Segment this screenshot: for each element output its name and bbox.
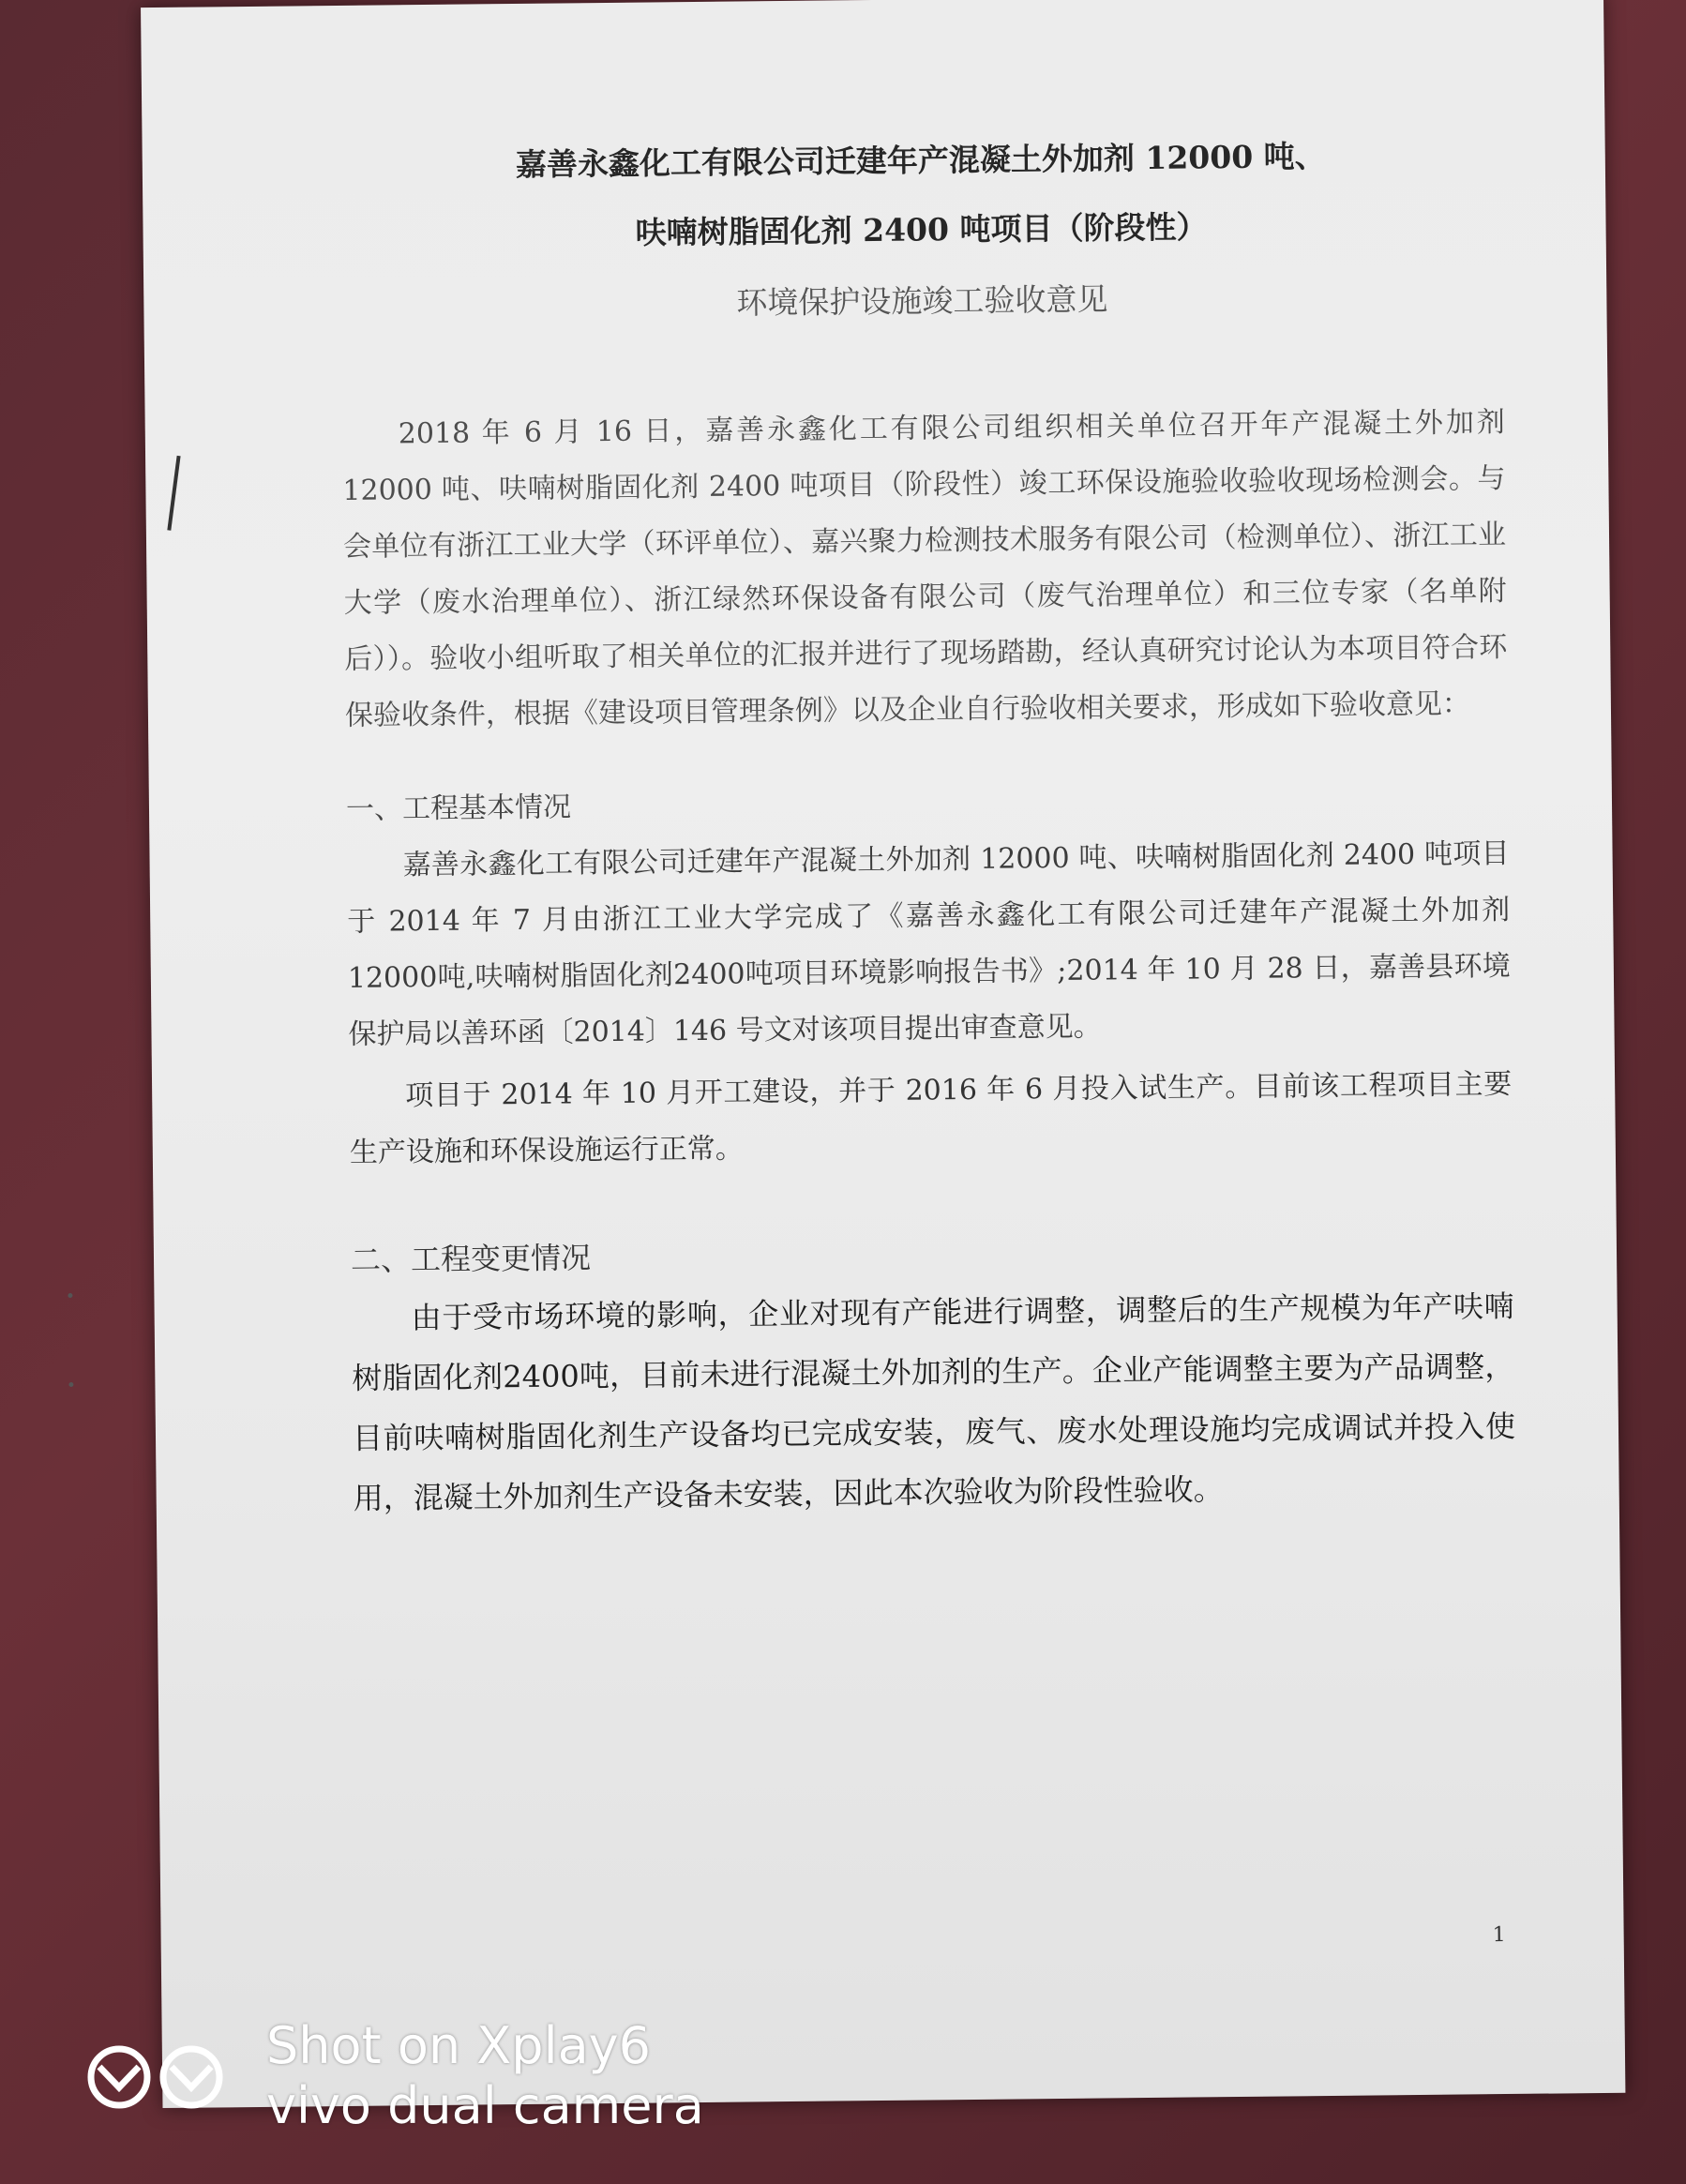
- watermark-line2: vivo dual camera: [266, 2076, 704, 2135]
- margin-dot: [68, 1382, 73, 1387]
- section1-heading: 一、工程基本情况: [345, 791, 572, 826]
- watermark-line1: Shot on Xplay6: [266, 2016, 651, 2075]
- document-body: [339, 134, 1516, 1529]
- section1-paragraph1: 嘉善永鑫化工有限公司迁建年产混凝土外加剂 12000 吨、呋喃树脂固化剂 2400 吨项目于 2014 年 7 月由浙江工业大学完成了《嘉善永鑫化工有限公司迁建年产混凝土外加剂12000吨,呋喃树脂固化剂2400吨项目环境影响报告书》;2014 年 10 月 28 日，嘉善县环境保护局以善环函〔2014〕146 号文对该项目提出审查意见。: [347, 836, 1512, 1051]
- section2-paragraph1: 由于受市场环境的影响，企业对现有产能进行调整，调整后的生产规模为年产呋喃树脂固化剂2400吨，目前未进行混凝土外加剂的生产。企业产能调整主要为产品调整，目前呋喃树脂固化剂生产设备均已完成安装，废气、废水处理设施均完成调试并投入使用，混凝土外加剂生产设备未安装，因此本次验收为阶段性验收。: [352, 1288, 1516, 1516]
- document-title-line2: 呋喃树脂固化剂 2400 吨项目（阶段性）: [635, 208, 1208, 251]
- document-title-line1: 嘉善永鑫化工有限公司迁建年产混凝土外加剂 12000 吨、: [515, 137, 1326, 183]
- paper-sheet: [141, 0, 1625, 2108]
- vivo-logo-icon: [86, 2044, 246, 2110]
- section1-paragraph2: 项目于 2014 年 10 月开工建设，并于 2016 年 6 月投入试生产。目前该工程项目主要生产设施和环保设施运行正常。: [349, 1067, 1513, 1169]
- page-number: 1: [1492, 1923, 1506, 1948]
- margin-dot: [68, 1293, 72, 1298]
- pen-mark: [167, 456, 180, 531]
- section2-heading: 二、工程变更情况: [350, 1240, 592, 1278]
- intro-paragraph: 2018 年 6 月 16 日，嘉善永鑫化工有限公司组织相关单位召开年产混凝土外加剂 12000 吨、呋喃树脂固化剂 2400 吨项目（阶段性）竣工环保设施验收验收现场检测会。与会单位有浙江工业大学（环评单位）、嘉兴聚力检测技术服务有限公司（检测单位）、浙江工业大学（废水治理单位）、浙江绿然环保设备有限公司（废气治理单位）和三位专家（名单附后））。验收小组听取了相关单位的汇报并进行了现场踏勘，经认真研究讨论认为本项目符合环保验收条件，根据《建设项目管理条例》以及企业自行验收相关要求，形成如下验收意见：: [342, 405, 1508, 732]
- document-subtitle: 环境保护设施竣工验收意见: [736, 280, 1108, 322]
